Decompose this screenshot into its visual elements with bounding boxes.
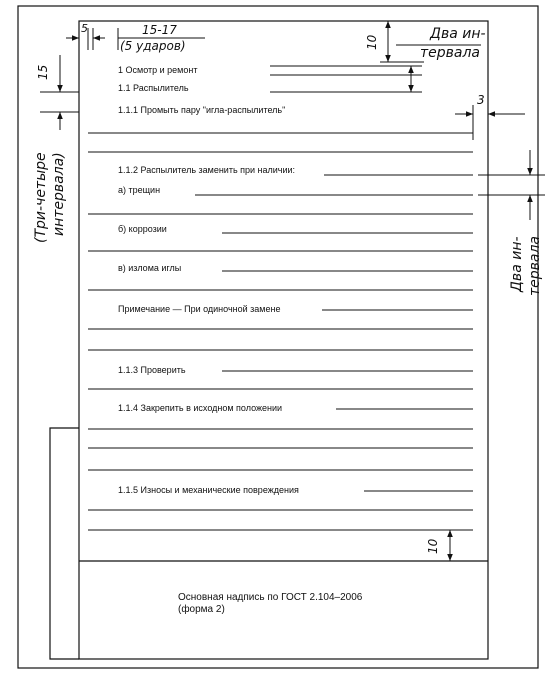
item-text: 1.1.3 Проверить (118, 365, 186, 375)
item-text: в) излома иглы (118, 263, 182, 273)
item-text: 1.1 Распылитель (118, 83, 189, 93)
top-margin-label: 15-17 (142, 23, 177, 37)
two-intervals-top-line2: тервала (420, 45, 481, 61)
item-text: а) трещин (118, 185, 161, 195)
item-text: 1.1.5 Износы и механические повреждения (118, 485, 299, 495)
bottom-offset-label: 10 (426, 538, 440, 554)
three-four-intervals-line2: интервала) (51, 152, 67, 236)
title-block-text (178, 592, 362, 616)
title-block-line1: Основная надпись по ГОСТ 2.104–2006 (178, 592, 363, 603)
dimension-marks (40, 21, 545, 561)
top-margin-note: (5 ударов) (120, 39, 186, 53)
item-text: 1.1.4 Закрепить в исходном положении (118, 403, 283, 413)
left-stub (50, 428, 79, 659)
two-intervals-right-line2: тервала (527, 235, 543, 296)
item-text: 1.1.2 Распылитель заменить при наличии: (118, 165, 296, 175)
item-text: 1.1.1 Промыть пару "игла-распылитель" (118, 105, 286, 115)
two-intervals-top-line1: Два ин- (430, 26, 486, 42)
item-text: Примечание — При одиночной замене (118, 304, 281, 314)
three-four-intervals-line1: (Три-четыре (33, 152, 49, 243)
inner-sheet (79, 21, 488, 659)
top-offset-label: 10 (365, 34, 379, 50)
right-gap-label: 3 (477, 93, 485, 107)
item-text: б) коррозии (118, 224, 167, 234)
item-text: 1 Осмотр и ремонт (118, 65, 198, 75)
left-gap-label: 15 (36, 64, 50, 80)
title-block-line2: (форма 2) (178, 604, 225, 615)
indent-label: 5 (81, 22, 88, 35)
rule-lines (88, 66, 473, 530)
two-intervals-right-line1: Два ин- (509, 236, 525, 292)
